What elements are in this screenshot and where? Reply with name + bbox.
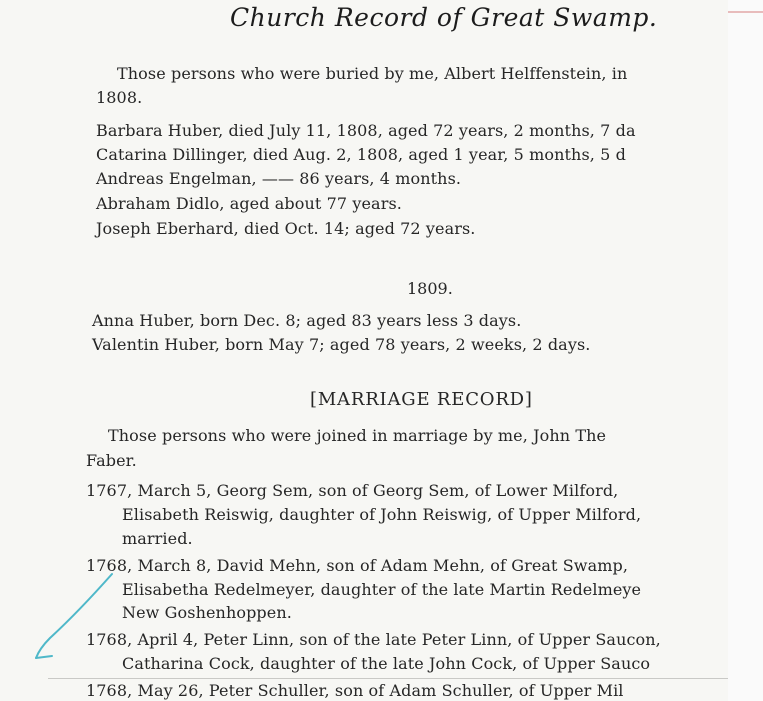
page-title: Church Record of Great Swamp. bbox=[230, 3, 658, 32]
scan-margin bbox=[728, 0, 763, 701]
burial-intro-line-2: 1808. bbox=[96, 88, 143, 107]
marriage-entry-line: 1767, March 5, Georg Sem, son of Georg Sem, of Lower Milford, bbox=[86, 481, 619, 500]
marriage-record-heading: [MARRIAGE RECORD] bbox=[310, 389, 533, 410]
marriage-entry-line: Elisabeth Reiswig, daughter of John Reiswig, of Upper Milford, bbox=[122, 505, 642, 524]
marriage-entry-line: Catharina Cock, daughter of the late John Cock, of Upper Sauco bbox=[122, 654, 651, 673]
marriage-entry-line: 1768, April 4, Peter Linn, son of the late Peter Linn, of Upper Saucon, bbox=[86, 630, 661, 649]
marriage-intro-line-1: Those persons who were joined in marriage by me, John The bbox=[108, 426, 607, 445]
marriage-entry-line: New Goshenhoppen. bbox=[122, 603, 292, 622]
scan-margin-red-line bbox=[728, 11, 763, 13]
marriage-entry-line: 1768, May 26, Peter Schuller, son of Adam Schuller, of Upper Mil bbox=[86, 681, 624, 700]
year-heading-1809: 1809. bbox=[407, 279, 453, 298]
burial-entry: Abraham Didlo, aged about 77 years. bbox=[96, 194, 402, 213]
burial-intro-line-1: Those persons who were buried by me, Albert Helffenstein, in bbox=[117, 64, 628, 83]
marriage-entry-line: Elisabetha Redelmeyer, daughter of the late Martin Redelmeye bbox=[122, 580, 642, 599]
burial-entry: Anna Huber, born Dec. 8; aged 83 years less 3 days. bbox=[92, 311, 522, 330]
scan-rule-line bbox=[48, 678, 728, 679]
burial-entry: Catarina Dillinger, died Aug. 2, 1808, aged 1 year, 5 months, 5 d bbox=[96, 145, 626, 164]
burial-entry: Valentin Huber, born May 7; aged 78 years, 2 weeks, 2 days. bbox=[92, 335, 591, 354]
marriage-entry-line: 1768, March 8, David Mehn, son of Adam Mehn, of Great Swamp, bbox=[86, 556, 629, 575]
marriage-intro-line-2: Faber. bbox=[86, 451, 137, 470]
marriage-entry-line: married. bbox=[122, 529, 193, 548]
burial-entry: Joseph Eberhard, died Oct. 14; aged 72 years. bbox=[96, 219, 476, 238]
burial-entry: Andreas Engelman, —— 86 years, 4 months. bbox=[96, 169, 462, 188]
pen-check-mark-icon bbox=[30, 570, 130, 665]
burial-entry: Barbara Huber, died July 11, 1808, aged 72 years, 2 months, 7 da bbox=[96, 121, 636, 140]
